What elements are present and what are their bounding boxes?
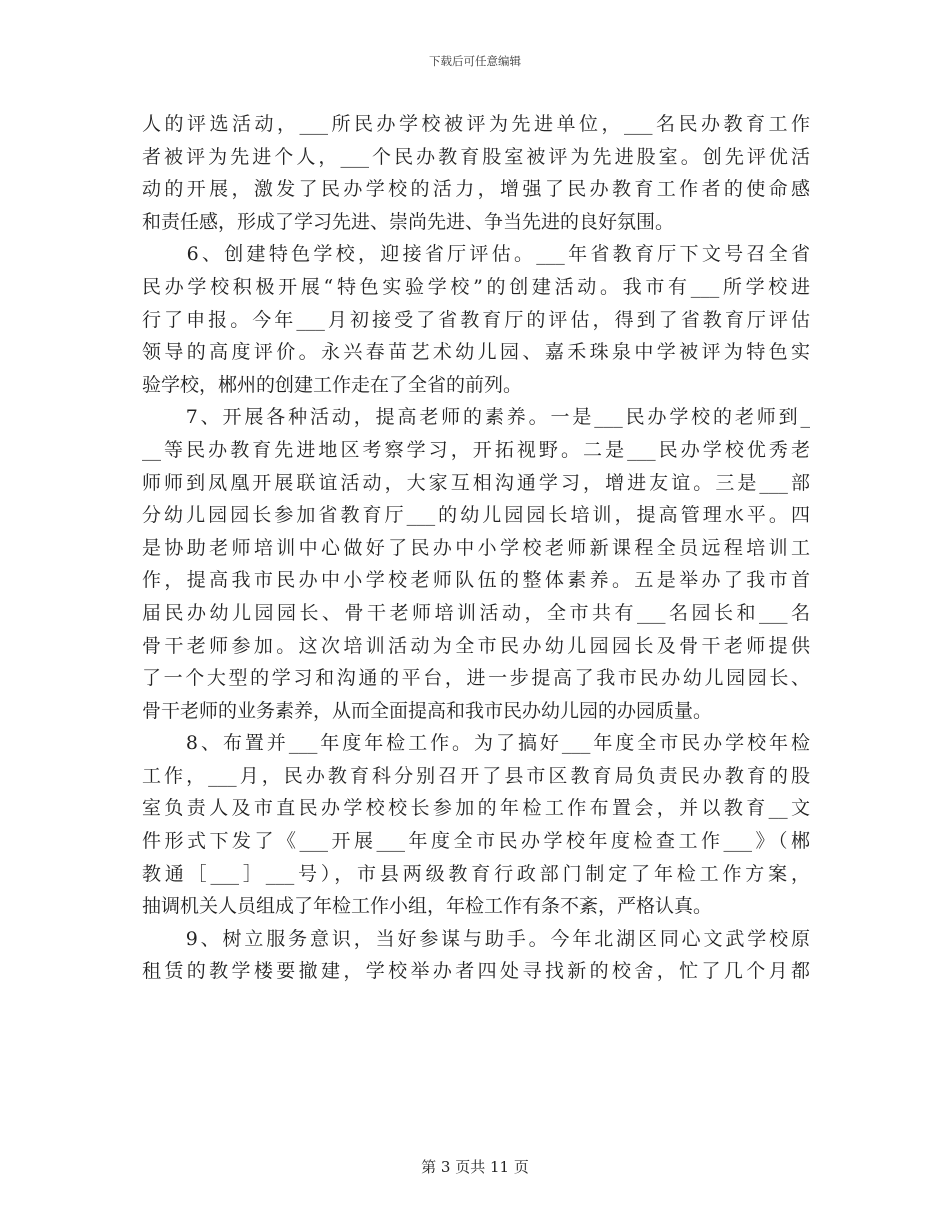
text-line: 动的开展，激发了民办学校的活力，增强了民办教育工作者的使命感 — [142, 178, 810, 201]
text-line: 骨干老师的业务素养，从而全面提高和我市民办幼儿园的办园质量。 — [142, 699, 713, 722]
text-line: 件形式下发了《___开展___年度全市民办学校年度检查工作___》（郴 — [142, 830, 810, 853]
text-line: 工作，___月，民办教育科分别召开了县市区教育局负责民办教育的股 — [142, 764, 810, 787]
text-line: __等民办教育先进地区考察学习，开拓视野。二是___民办学校优秀老 — [142, 438, 810, 461]
text-line: 和责任感，形成了学习先进、崇尚先进、争当先进的良好氛围。 — [142, 210, 675, 233]
document-body — [142, 108, 810, 988]
text-line: 是协助老师培训中心做好了民办中小学校老师新课程全员远程培训工 — [142, 536, 810, 559]
text-line: 骨干老师参加。这次培训活动为全市民办幼儿园园长及骨干老师提供 — [142, 634, 810, 657]
text-line: 领导的高度评价。永兴春苗艺术幼儿园、嘉禾珠泉中学被评为特色实 — [142, 341, 810, 364]
text-line: 人的评选活动，___所民办学校被评为先进单位，___名民办教育工作 — [142, 113, 810, 135]
text-line: 验学校，郴州的创建工作走在了全省的前列。 — [142, 373, 523, 396]
text-line: 分幼儿园园长参加省教育厅___的幼儿园园长培训，提高管理水平。四 — [142, 504, 810, 527]
text-line: 行了申报。今年___月初接受了省教育厅的评估，得到了省教育厅评估 — [142, 308, 810, 331]
text-line: 者被评为先进个人，___个民办教育股室被评为先进股室。创先评优活 — [142, 145, 810, 168]
text-line: 了一个大型的学习和沟通的平台，进一步提高了我市民办幼儿园园长、 — [142, 667, 810, 690]
text-line: 6、创建特色学校，迎接省厅评估。___年省教育厅下文号召全省 — [142, 243, 810, 266]
text-line: 9、树立服务意识，当好参谋与助手。今年北湖区同心文武学校原 — [142, 927, 810, 950]
text-line: 作，提高我市民办中小学校老师队伍的整体素养。五是举办了我市首 — [142, 569, 810, 592]
page-header: 下载后可任意编辑 — [429, 54, 521, 68]
text-line: 7、开展各种活动，提高老师的素养。一是___民办学校的老师到_ — [142, 406, 810, 429]
text-line: 室负责人及市直民办学校校长参加的年检工作布置会，并以教育__文 — [142, 797, 810, 820]
text-line: 届民办幼儿园园长、骨干老师培训活动，全市共有___名园长和___名 — [142, 601, 810, 624]
page-footer: 第 3 页共 11 页 — [421, 1158, 529, 1176]
text-line: 抽调机关人员组成了年检工作小组，年检工作有条不紊，严格认真。 — [142, 895, 713, 918]
text-line: 师师到凤凰开展联谊活动，大家互相沟通学习，增进友谊。三是___部 — [142, 471, 810, 494]
text-line: 教通［___］___号），市县两级教育行政部门制定了年检工作方案， — [142, 862, 810, 885]
text-line: 租赁的教学楼要撤建，学校举办者四处寻找新的校舍，忙了几个月都 — [142, 960, 810, 983]
text-line: 民办学校积极开展“特色实验学校”的创建活动。我市有___所学校进 — [142, 275, 810, 298]
text-line: 8、布置并___年度年检工作。为了搞好___年度全市民办学校年检 — [142, 732, 810, 755]
